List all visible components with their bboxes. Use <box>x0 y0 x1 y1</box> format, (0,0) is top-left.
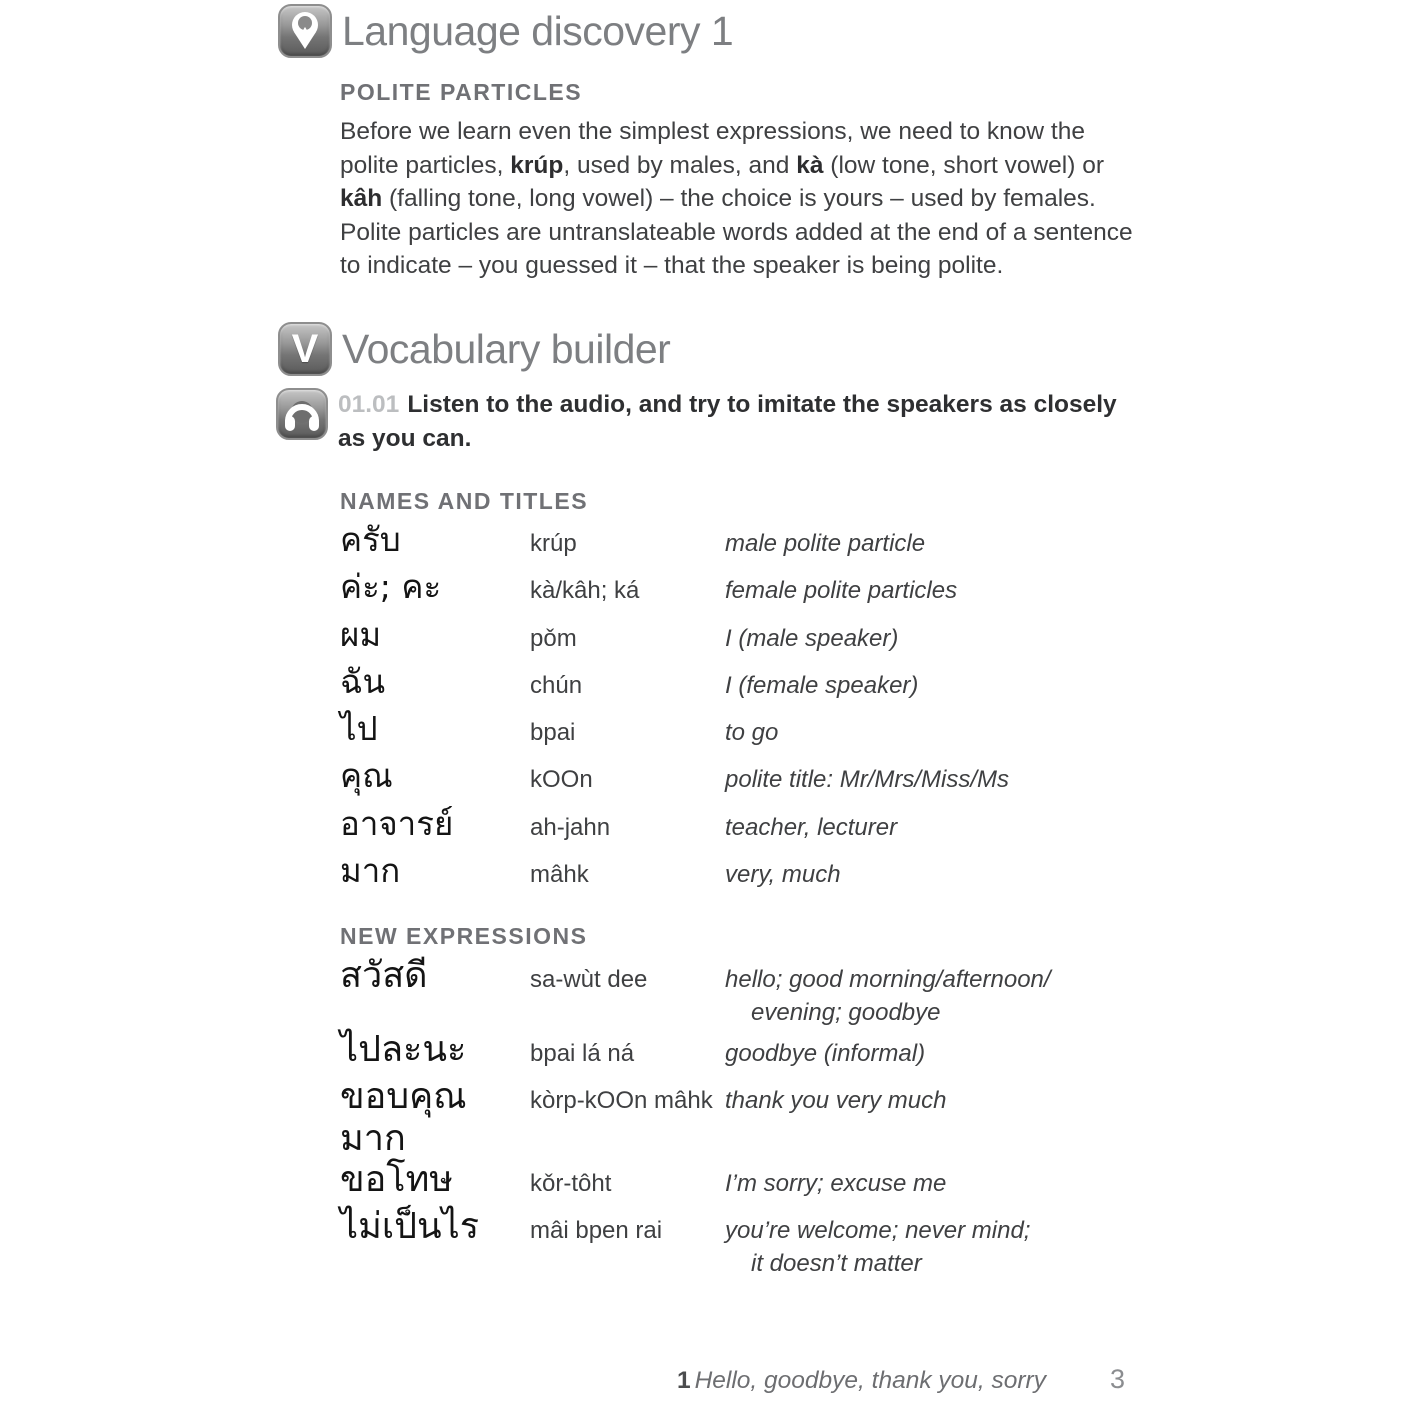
transliteration: pǒm <box>530 624 577 652</box>
table-row <box>340 757 1140 804</box>
table-row <box>340 955 1140 1029</box>
transliteration: mâi bpen rai <box>530 1217 663 1245</box>
audio-instruction <box>338 388 1138 456</box>
polite-particles-paragraph: Before we learn even the simplest expressions, we need to know the polite particles, krúp, used by males, and kà (low tone, short vowel) or kâh (falling tone, long vowel) – the choice is yours – used by females. Polite particles are untranslateable words added at the end of a sentence to indicate – you guessed it – that the speaker is being polite. <box>340 118 1133 279</box>
meaning: teacher, lecturer <box>725 813 898 841</box>
meaning: very, much <box>725 861 841 889</box>
thai-word: ครับ <box>340 520 401 559</box>
meaning <box>725 1214 1140 1280</box>
table-row <box>340 568 1140 615</box>
new-expressions-table <box>340 955 1140 1280</box>
thai-word: ฉัน <box>340 661 386 701</box>
table-row <box>340 616 1140 663</box>
thai-word: ไป <box>340 709 378 749</box>
meaning: female polite particles <box>725 577 958 605</box>
names-and-titles-table <box>340 521 1140 899</box>
table-row <box>340 852 1140 899</box>
meaning-line-1: hello; good morning/afternoon/ <box>725 966 1051 993</box>
vocabulary-builder-header <box>278 322 670 376</box>
table-row <box>340 1206 1140 1280</box>
meaning: I (male speaker) <box>725 624 899 652</box>
new-expressions-heading: NEW EXPRESSIONS <box>340 923 588 949</box>
page-number: 3 <box>1109 1364 1125 1394</box>
thai-word: คุณ <box>340 756 393 796</box>
transliteration: krúp <box>530 530 577 557</box>
transliteration: chún <box>530 671 583 699</box>
v-icon <box>278 322 332 376</box>
meaning <box>725 963 1140 1029</box>
table-row <box>340 1029 1140 1076</box>
table-row <box>340 1159 1140 1206</box>
transliteration: mâhk <box>530 861 589 889</box>
headphones-icon <box>276 388 328 440</box>
thai-word: ไม่เป็นไร <box>340 1206 480 1248</box>
transliteration: kǒr-tôht <box>530 1170 612 1198</box>
meaning: to go <box>725 719 779 747</box>
thai-word: ค่ะ; คะ <box>340 567 442 607</box>
meaning-line-2: evening; goodbye <box>751 999 941 1026</box>
language-discovery-header <box>278 4 733 58</box>
thai-word: ขอบคุณมาก <box>340 1076 467 1159</box>
thai-word: ไปละนะ <box>340 1029 467 1070</box>
table-row <box>340 710 1140 757</box>
lightbulb-icon <box>278 4 332 58</box>
meaning: thank you very much <box>725 1087 947 1115</box>
transliteration: kà/kâh; ká <box>530 577 640 605</box>
thai-word: อาจารย์ <box>340 803 454 843</box>
transliteration: ah-jahn <box>530 813 611 841</box>
vocabulary-builder-title: Vocabulary builder <box>342 325 671 372</box>
table-row <box>340 1076 1140 1159</box>
thai-word: มาก <box>340 851 401 891</box>
audio-instruction-row <box>276 388 1138 456</box>
footer-unit-title <box>677 1367 1046 1395</box>
table-row <box>340 805 1140 852</box>
meaning: polite title: Mr/Mrs/Miss/Ms <box>725 766 1010 794</box>
polite-particles-heading: POLITE PARTICLES <box>340 79 583 105</box>
transliteration: bpai <box>530 719 576 747</box>
meaning: I’m sorry; excuse me <box>725 1170 947 1198</box>
thai-word: ผม <box>340 614 382 654</box>
thai-word: ขอโทษ <box>340 1159 454 1201</box>
audio-instruction-text: Listen to the audio, and try to imitate the speakers as closely as you can. <box>338 391 1117 452</box>
transliteration: kòrp-kOOn mâhk <box>530 1087 713 1115</box>
names-and-titles-heading: NAMES AND TITLES <box>340 488 589 514</box>
thai-word: สวัสดี <box>340 955 428 996</box>
table-row <box>340 521 1140 568</box>
transliteration: bpai lá ná <box>530 1040 635 1067</box>
meaning: I (female speaker) <box>725 671 919 699</box>
page-title: Language discovery 1 <box>342 7 734 54</box>
page-footer <box>340 1364 1125 1395</box>
audio-track-number: 01.01 <box>338 391 400 418</box>
footer-unit-title-text: Hello, goodbye, thank you, sorry <box>694 1367 1046 1394</box>
footer-unit-number: 1 <box>676 1367 691 1394</box>
transliteration: sa-wùt dee <box>530 966 648 993</box>
table-row <box>340 663 1140 710</box>
meaning: goodbye (informal) <box>725 1040 926 1067</box>
v-icon-letter: V <box>291 327 319 371</box>
meaning-line-1: you’re welcome; never mind; <box>725 1217 1031 1245</box>
transliteration: kOOn <box>530 766 593 794</box>
meaning: male polite particle <box>725 530 926 557</box>
meaning-line-2: it doesn’t matter <box>751 1250 922 1278</box>
